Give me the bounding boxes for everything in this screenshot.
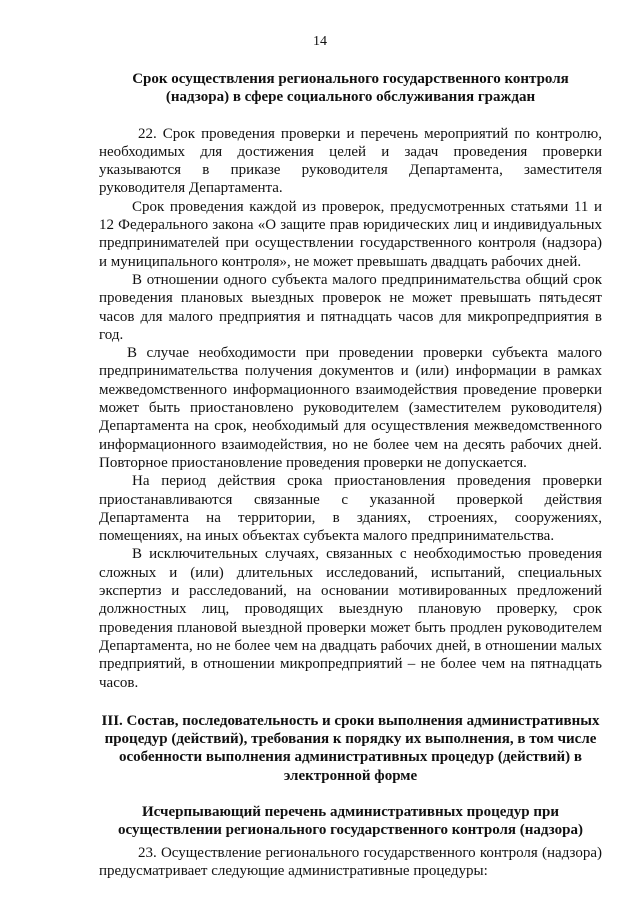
- paragraph-22: 22. Срок проведения проверки и перечень мероприятий по контролю, необходимых для достижения целей и задач проведения проверки указываются в приказе руководителя Департамента, заместителя руководителя Департамента.: [99, 125, 602, 197]
- page-number: 14: [313, 34, 327, 49]
- paragraph-23: 23. Осуществление регионального государственного контроля (надзора) предусматривает следующие административные процедуры:: [99, 844, 602, 879]
- paragraph-term-limit: Срок проведения каждой из проверок, предусмотренных статьями 11 и 12 Федерального закона «О защите прав юридических лиц и индивидуальных предпринимателей при осуществлении государственного контроля (надзора) и муниципального контроля», не может превышать двадцать рабочих дней.: [99, 198, 602, 270]
- section-heading-term: Срок осуществления регионального государственного контроля (надзора) в сфере социального обслуживания граждан: [132, 71, 569, 106]
- document-body: [99, 70, 602, 880]
- paragraph-suspension: В случае необходимости при проведении проверки субъекта малого предпринимательства получения документов и (или) информации в рамках межведомственного информационного взаимодействия проведение проверки может быть приостановлено руководителем (заместителем руководителя) Департамента на срок, необходимый для осуществления межведомственного информационного взаимодействия, но не более чем на десять рабочих дней. Повторное приостановление проведения проверки не допускается.: [99, 345, 602, 471]
- section-heading-iii: III. Состав, последовательность и сроки выполнения административных процедур (действий), требования к порядку их выполнения, в том числе особенности выполнения административных процедур (действий) в электронной форме: [101, 712, 600, 784]
- subsection-heading-procedures: Исчерпывающий перечень административных процедур при осуществлении регионального государственного контроля (надзора): [118, 803, 583, 839]
- paragraph-suspension-period: На период действия срока приостановления проведения проверки приостанавливаются связанные с указанной проверкой действия Департамента на территории, в зданиях, строениях, сооружениях, помещениях, на иных объектах субъекта малого предпринимательства.: [99, 473, 602, 545]
- paragraph-extension: В исключительных случаях, связанных с необходимостью проведения сложных и (или) длительных исследований, испытаний, специальных экспертиз и расследований, на основании мотивированных предложений должностных лиц, проводящих выездную плановую проверку, срок проведения плановой выездной проверки может быть продлен руководителем Департамента, но не более чем на двадцать рабочих дней, в отношении малых предприятий, в отношении микропредприятий – не более чем на пятнадцать часов.: [99, 546, 602, 691]
- paragraph-small-business: В отношении одного субъекта малого предпринимательства общий срок проведения плановых выездных проверок не может превышать пятьдесят часов для малого предприятия и пятнадцать часов для микропредприятия в год.: [99, 271, 602, 343]
